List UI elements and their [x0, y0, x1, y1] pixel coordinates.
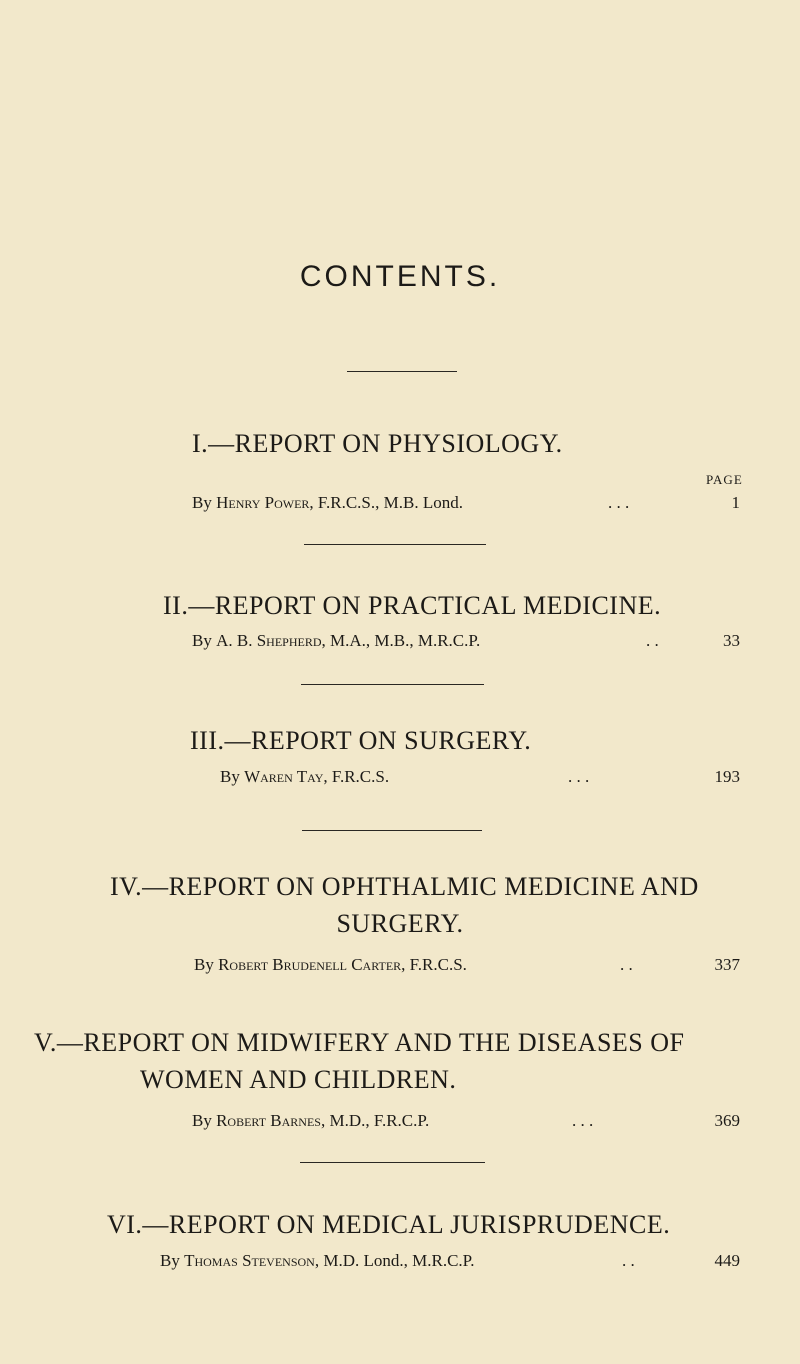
entry-6-leader: . . [622, 1251, 635, 1270]
page-title: CONTENTS. [299, 260, 501, 293]
divider-1 [304, 544, 486, 545]
entry-5-byline [192, 1111, 429, 1131]
entry-1-heading: I.—REPORT ON PHYSIOLOGY. [192, 429, 563, 458]
title-divider [347, 371, 457, 372]
entry-5-by: By [192, 1111, 212, 1130]
entry-6-by: By [160, 1251, 180, 1270]
entry-4-page: 337 [714, 955, 740, 974]
entry-1-page: 1 [731, 493, 740, 512]
entry-3-author: Waren Tay [244, 767, 324, 786]
entry-3-page: 193 [714, 767, 740, 786]
entry-4-byline [194, 955, 467, 975]
entry-1-leader: . . . [608, 493, 630, 512]
entry-2-heading: II.—REPORT ON PRACTICAL MEDICINE. [163, 591, 662, 620]
entry-6-credentials: , M.D. Lond., M.R.C.P. [314, 1251, 475, 1270]
entry-1-byline [192, 493, 463, 513]
entry-1-by: By [192, 493, 212, 512]
divider-4 [300, 1162, 485, 1163]
entry-3-credentials: , F.R.C.S. [323, 767, 390, 786]
divider-3 [302, 830, 482, 831]
entry-1-author: Henry Power [216, 493, 310, 512]
entry-2-credentials: , M.A., M.B., M.R.C.P. [321, 631, 481, 650]
entry-6-page: 449 [714, 1251, 740, 1270]
entry-6-heading: VI.—REPORT ON MEDICAL JURISPRUDENCE. [107, 1210, 671, 1239]
entry-4-author: Robert Brudenell Carter [218, 955, 402, 974]
entry-1-credentials: , F.R.C.S., M.B. Lond. [309, 493, 463, 512]
entry-3-leader: . . . [568, 767, 590, 786]
entry-6-byline [160, 1251, 475, 1271]
entry-5-credentials: , M.D., F.R.C.P. [320, 1111, 430, 1130]
entry-4-heading-line1: IV.—REPORT ON OPHTHALMIC MEDICINE AND [110, 872, 699, 901]
entry-2-leader: . . [646, 631, 659, 650]
entry-4-heading-line2: SURGERY. [336, 909, 464, 938]
entry-5-page: 369 [714, 1111, 740, 1130]
entry-4-leader: . . [620, 955, 633, 974]
page-column-label: PAGE [706, 472, 743, 487]
entry-4-by: By [194, 955, 214, 974]
entry-5-heading-line1: V.—REPORT ON MIDWIFERY AND THE DISEASES OF [34, 1028, 685, 1057]
divider-2 [301, 684, 484, 685]
entry-2-by: By [192, 631, 212, 650]
entry-6-author: Thomas Stevenson [184, 1251, 315, 1270]
entry-2-byline [192, 631, 480, 651]
entry-2-author: A. B. Shepherd [216, 631, 322, 650]
entry-2-page: 33 [723, 631, 740, 650]
entry-3-heading: III.—REPORT ON SURGERY. [190, 726, 532, 755]
entry-5-author: Robert Barnes [216, 1111, 321, 1130]
entry-3-by: By [220, 767, 240, 786]
entry-4-credentials: , F.R.C.S. [401, 955, 467, 974]
entry-3-byline [220, 767, 389, 787]
entry-5-heading-line2: WOMEN AND CHILDREN. [140, 1065, 457, 1094]
entry-5-leader: . . . [572, 1111, 594, 1130]
